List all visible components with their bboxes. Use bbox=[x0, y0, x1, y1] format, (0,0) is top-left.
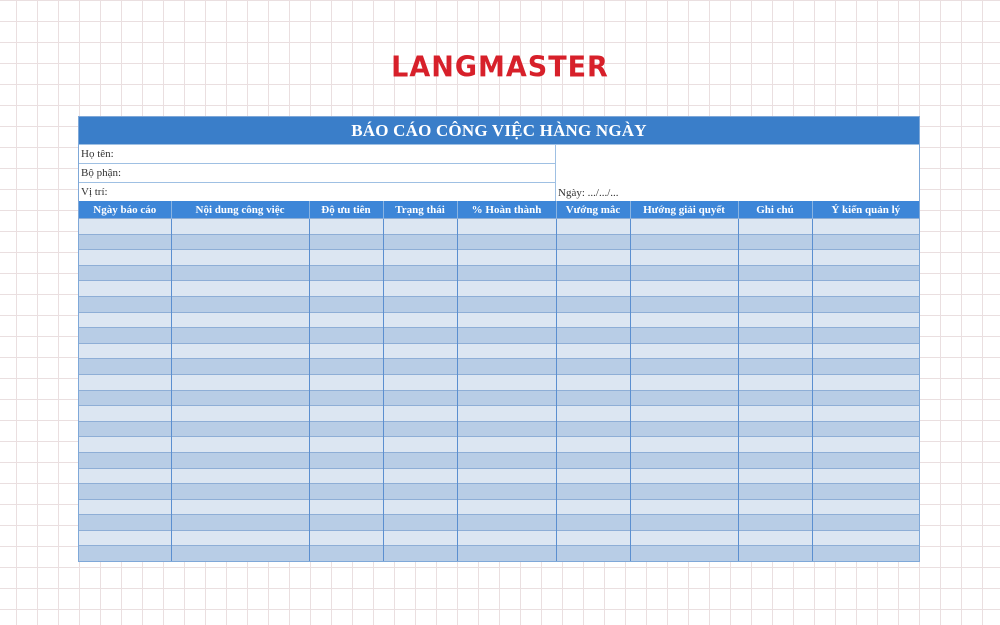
table-cell[interactable] bbox=[171, 219, 309, 235]
table-cell[interactable] bbox=[171, 421, 309, 437]
table-cell[interactable] bbox=[630, 390, 738, 406]
table-row bbox=[79, 374, 919, 390]
table-cell[interactable] bbox=[457, 530, 556, 546]
table-cell[interactable] bbox=[79, 530, 171, 546]
table-cell[interactable] bbox=[738, 312, 812, 328]
table-cell[interactable] bbox=[79, 406, 171, 422]
table-cell[interactable] bbox=[630, 421, 738, 437]
table-cell[interactable] bbox=[556, 484, 630, 500]
daily-work-report-sheet bbox=[78, 116, 920, 562]
table-cell[interactable] bbox=[383, 437, 457, 453]
table-cell[interactable] bbox=[383, 515, 457, 531]
table-cell[interactable] bbox=[630, 312, 738, 328]
table-cell[interactable] bbox=[171, 515, 309, 531]
table-cell[interactable] bbox=[556, 250, 630, 266]
table-cell[interactable] bbox=[383, 452, 457, 468]
column-header: Ngày báo cáo bbox=[79, 201, 171, 219]
table-cell[interactable] bbox=[457, 265, 556, 281]
table-cell[interactable] bbox=[630, 343, 738, 359]
table-cell[interactable] bbox=[812, 484, 919, 500]
table-cell[interactable] bbox=[383, 421, 457, 437]
table-row bbox=[79, 437, 919, 453]
table-cell[interactable] bbox=[738, 265, 812, 281]
table-cell[interactable] bbox=[79, 312, 171, 328]
table-cell[interactable] bbox=[383, 328, 457, 344]
table-cell[interactable] bbox=[812, 328, 919, 344]
table-cell[interactable] bbox=[738, 530, 812, 546]
table-cell[interactable] bbox=[556, 359, 630, 375]
table-cell[interactable] bbox=[79, 219, 171, 235]
table-cell[interactable] bbox=[79, 343, 171, 359]
table-cell[interactable] bbox=[812, 390, 919, 406]
table-cell[interactable] bbox=[812, 530, 919, 546]
column-header: Hướng giải quyết bbox=[630, 201, 738, 219]
table-cell[interactable] bbox=[630, 234, 738, 250]
table-cell[interactable] bbox=[79, 499, 171, 515]
table-cell[interactable] bbox=[556, 328, 630, 344]
table-cell[interactable] bbox=[309, 390, 383, 406]
table-cell[interactable] bbox=[171, 530, 309, 546]
table-cell[interactable] bbox=[457, 437, 556, 453]
table-cell[interactable] bbox=[79, 437, 171, 453]
table-cell[interactable] bbox=[309, 546, 383, 561]
table-cell[interactable] bbox=[457, 452, 556, 468]
table-cell[interactable] bbox=[738, 219, 812, 235]
table-cell[interactable] bbox=[309, 343, 383, 359]
table-cell[interactable] bbox=[812, 499, 919, 515]
employee-info-section bbox=[79, 144, 919, 201]
table-cell[interactable] bbox=[738, 359, 812, 375]
table-cell[interactable] bbox=[630, 374, 738, 390]
table-cell[interactable] bbox=[309, 374, 383, 390]
table-cell[interactable] bbox=[812, 374, 919, 390]
table-cell[interactable] bbox=[556, 452, 630, 468]
table-cell[interactable] bbox=[630, 359, 738, 375]
table-cell[interactable] bbox=[738, 546, 812, 561]
table-cell[interactable] bbox=[738, 234, 812, 250]
table-cell[interactable] bbox=[79, 374, 171, 390]
table-cell[interactable] bbox=[738, 343, 812, 359]
table-row bbox=[79, 452, 919, 468]
table-cell[interactable] bbox=[630, 328, 738, 344]
table-cell[interactable] bbox=[171, 499, 309, 515]
table-cell[interactable] bbox=[630, 468, 738, 484]
table-cell[interactable] bbox=[309, 296, 383, 312]
table-cell[interactable] bbox=[383, 374, 457, 390]
table-cell[interactable] bbox=[171, 406, 309, 422]
table-cell[interactable] bbox=[457, 219, 556, 235]
table-cell[interactable] bbox=[383, 499, 457, 515]
column-header: Nội dung công việc bbox=[171, 201, 309, 219]
table-cell[interactable] bbox=[630, 484, 738, 500]
table-row bbox=[79, 250, 919, 266]
table-cell[interactable] bbox=[457, 406, 556, 422]
table-cell[interactable] bbox=[738, 406, 812, 422]
table-cell[interactable] bbox=[738, 296, 812, 312]
table-cell[interactable] bbox=[738, 328, 812, 344]
table-cell[interactable] bbox=[309, 281, 383, 297]
table-cell[interactable] bbox=[457, 359, 556, 375]
table-cell[interactable] bbox=[457, 499, 556, 515]
table-cell[interactable] bbox=[630, 499, 738, 515]
table-cell[interactable] bbox=[457, 234, 556, 250]
work-log-table bbox=[79, 201, 919, 561]
table-cell[interactable] bbox=[630, 296, 738, 312]
table-row bbox=[79, 312, 919, 328]
table-cell[interactable] bbox=[383, 219, 457, 235]
table-cell[interactable] bbox=[457, 281, 556, 297]
table-cell[interactable] bbox=[812, 312, 919, 328]
table-cell[interactable] bbox=[79, 546, 171, 561]
position-label: Vị trí: bbox=[81, 186, 108, 198]
table-cell[interactable] bbox=[630, 546, 738, 561]
table-cell[interactable] bbox=[556, 219, 630, 235]
table-cell[interactable] bbox=[738, 250, 812, 266]
table-cell[interactable] bbox=[79, 250, 171, 266]
table-cell[interactable] bbox=[457, 421, 556, 437]
table-cell[interactable] bbox=[738, 499, 812, 515]
table-cell[interactable] bbox=[630, 219, 738, 235]
table-cell[interactable] bbox=[812, 406, 919, 422]
table-cell[interactable] bbox=[383, 546, 457, 561]
table-cell[interactable] bbox=[383, 406, 457, 422]
table-cell[interactable] bbox=[630, 265, 738, 281]
table-row bbox=[79, 421, 919, 437]
table-cell[interactable] bbox=[457, 328, 556, 344]
table-cell[interactable] bbox=[556, 234, 630, 250]
table-row bbox=[79, 468, 919, 484]
table-cell[interactable] bbox=[309, 515, 383, 531]
table-cell[interactable] bbox=[457, 312, 556, 328]
name-field[interactable] bbox=[79, 145, 555, 164]
table-cell[interactable] bbox=[556, 343, 630, 359]
table-cell[interactable] bbox=[556, 437, 630, 453]
table-cell[interactable] bbox=[556, 374, 630, 390]
table-cell[interactable] bbox=[383, 265, 457, 281]
column-header: % Hoàn thành bbox=[457, 201, 556, 219]
table-cell[interactable] bbox=[556, 406, 630, 422]
table-cell[interactable] bbox=[309, 219, 383, 235]
table-cell[interactable] bbox=[79, 359, 171, 375]
table-cell[interactable] bbox=[630, 250, 738, 266]
table-row bbox=[79, 234, 919, 250]
table-cell[interactable] bbox=[171, 281, 309, 297]
table-cell[interactable] bbox=[812, 515, 919, 531]
table-cell[interactable] bbox=[738, 421, 812, 437]
table-row bbox=[79, 499, 919, 515]
table-cell[interactable] bbox=[556, 281, 630, 297]
table-row bbox=[79, 484, 919, 500]
table-cell[interactable] bbox=[79, 515, 171, 531]
table-cell[interactable] bbox=[79, 296, 171, 312]
table-row bbox=[79, 328, 919, 344]
table-cell[interactable] bbox=[738, 390, 812, 406]
table-cell[interactable] bbox=[457, 390, 556, 406]
table-cell[interactable] bbox=[309, 452, 383, 468]
table-cell[interactable] bbox=[309, 421, 383, 437]
table-cell[interactable] bbox=[812, 296, 919, 312]
employee-info-fields bbox=[79, 145, 556, 201]
table-cell[interactable] bbox=[171, 343, 309, 359]
date-label: Ngày: .../.../... bbox=[558, 187, 619, 199]
table-cell[interactable] bbox=[812, 359, 919, 375]
table-cell[interactable] bbox=[457, 343, 556, 359]
position-field[interactable] bbox=[79, 183, 555, 201]
table-cell[interactable] bbox=[309, 328, 383, 344]
report-title: BÁO CÁO CÔNG VIỆC HÀNG NGÀY bbox=[79, 117, 919, 144]
table-cell[interactable] bbox=[812, 250, 919, 266]
table-cell[interactable] bbox=[171, 312, 309, 328]
column-header: Ý kiến quản lý bbox=[812, 201, 919, 219]
table-cell[interactable] bbox=[79, 265, 171, 281]
table-cell[interactable] bbox=[309, 499, 383, 515]
table-cell[interactable] bbox=[171, 437, 309, 453]
table-cell[interactable] bbox=[383, 296, 457, 312]
table-cell[interactable] bbox=[556, 390, 630, 406]
table-row bbox=[79, 265, 919, 281]
table-cell[interactable] bbox=[79, 234, 171, 250]
table-cell[interactable] bbox=[79, 468, 171, 484]
column-header: Ghi chú bbox=[738, 201, 812, 219]
table-cell[interactable] bbox=[383, 484, 457, 500]
table-cell[interactable] bbox=[309, 437, 383, 453]
table-cell[interactable] bbox=[738, 515, 812, 531]
table-cell[interactable] bbox=[383, 468, 457, 484]
table-cell[interactable] bbox=[457, 468, 556, 484]
table-cell[interactable] bbox=[79, 452, 171, 468]
table-cell[interactable] bbox=[457, 296, 556, 312]
table-cell[interactable] bbox=[556, 468, 630, 484]
table-cell[interactable] bbox=[309, 234, 383, 250]
table-cell[interactable] bbox=[630, 530, 738, 546]
table-cell[interactable] bbox=[383, 359, 457, 375]
table-row bbox=[79, 296, 919, 312]
table-row bbox=[79, 359, 919, 375]
table-cell[interactable] bbox=[457, 250, 556, 266]
langmaster-logo: LANGMASTER bbox=[391, 51, 609, 84]
table-cell[interactable] bbox=[457, 515, 556, 531]
table-cell[interactable] bbox=[309, 468, 383, 484]
table-cell[interactable] bbox=[79, 281, 171, 297]
table-cell[interactable] bbox=[630, 281, 738, 297]
table-cell[interactable] bbox=[309, 530, 383, 546]
table-cell[interactable] bbox=[383, 250, 457, 266]
table-cell[interactable] bbox=[812, 281, 919, 297]
table-cell[interactable] bbox=[738, 484, 812, 500]
table-cell[interactable] bbox=[171, 328, 309, 344]
table-cell[interactable] bbox=[309, 406, 383, 422]
department-field[interactable] bbox=[79, 164, 555, 183]
table-row bbox=[79, 281, 919, 297]
table-cell[interactable] bbox=[630, 437, 738, 453]
table-cell[interactable] bbox=[171, 296, 309, 312]
table-cell[interactable] bbox=[812, 546, 919, 561]
table-cell[interactable] bbox=[171, 234, 309, 250]
table-row bbox=[79, 343, 919, 359]
table-row bbox=[79, 515, 919, 531]
table-cell[interactable] bbox=[457, 484, 556, 500]
table-cell[interactable] bbox=[738, 374, 812, 390]
table-cell[interactable] bbox=[171, 359, 309, 375]
table-cell[interactable] bbox=[171, 265, 309, 281]
table-cell[interactable] bbox=[556, 499, 630, 515]
table-cell[interactable] bbox=[812, 421, 919, 437]
department-label: Bộ phận: bbox=[81, 167, 122, 179]
table-cell[interactable] bbox=[812, 452, 919, 468]
table-header-row bbox=[79, 201, 919, 219]
table-cell[interactable] bbox=[171, 374, 309, 390]
table-cell[interactable] bbox=[556, 312, 630, 328]
table-cell[interactable] bbox=[171, 390, 309, 406]
table-cell[interactable] bbox=[309, 250, 383, 266]
table-cell[interactable] bbox=[383, 312, 457, 328]
table-cell[interactable] bbox=[556, 515, 630, 531]
table-cell[interactable] bbox=[171, 546, 309, 561]
table-cell[interactable] bbox=[556, 421, 630, 437]
table-cell[interactable] bbox=[812, 234, 919, 250]
table-cell[interactable] bbox=[630, 406, 738, 422]
column-header: Trạng thái bbox=[383, 201, 457, 219]
column-header: Độ ưu tiên bbox=[309, 201, 383, 219]
table-cell[interactable] bbox=[171, 484, 309, 500]
table-cell[interactable] bbox=[309, 265, 383, 281]
table-cell[interactable] bbox=[812, 437, 919, 453]
table-cell[interactable] bbox=[383, 234, 457, 250]
table-cell[interactable] bbox=[812, 265, 919, 281]
table-cell[interactable] bbox=[309, 484, 383, 500]
table-cell[interactable] bbox=[457, 546, 556, 561]
table-cell[interactable] bbox=[457, 374, 556, 390]
table-cell[interactable] bbox=[812, 219, 919, 235]
table-cell[interactable] bbox=[171, 452, 309, 468]
date-box[interactable] bbox=[556, 145, 919, 201]
table-cell[interactable] bbox=[383, 530, 457, 546]
table-row bbox=[79, 546, 919, 561]
table-cell[interactable] bbox=[630, 452, 738, 468]
table-cell[interactable] bbox=[738, 452, 812, 468]
column-header: Vướng mắc bbox=[556, 201, 630, 219]
table-row bbox=[79, 219, 919, 235]
table-cell[interactable] bbox=[738, 281, 812, 297]
table-cell[interactable] bbox=[738, 468, 812, 484]
table-cell[interactable] bbox=[79, 484, 171, 500]
table-cell[interactable] bbox=[79, 328, 171, 344]
name-label: Họ tên: bbox=[81, 148, 114, 160]
table-cell[interactable] bbox=[383, 343, 457, 359]
table-cell[interactable] bbox=[309, 359, 383, 375]
table-cell[interactable] bbox=[171, 468, 309, 484]
table-cell[interactable] bbox=[309, 312, 383, 328]
table-row bbox=[79, 406, 919, 422]
table-cell[interactable] bbox=[556, 265, 630, 281]
table-cell[interactable] bbox=[556, 530, 630, 546]
table-cell[interactable] bbox=[556, 546, 630, 561]
table-cell[interactable] bbox=[738, 437, 812, 453]
table-cell[interactable] bbox=[383, 281, 457, 297]
table-cell[interactable] bbox=[556, 296, 630, 312]
table-cell[interactable] bbox=[812, 343, 919, 359]
table-row bbox=[79, 530, 919, 546]
table-row bbox=[79, 390, 919, 406]
table-cell[interactable] bbox=[383, 390, 457, 406]
table-cell[interactable] bbox=[79, 390, 171, 406]
table-cell[interactable] bbox=[812, 468, 919, 484]
table-cell[interactable] bbox=[171, 250, 309, 266]
table-cell[interactable] bbox=[79, 421, 171, 437]
table-cell[interactable] bbox=[630, 515, 738, 531]
